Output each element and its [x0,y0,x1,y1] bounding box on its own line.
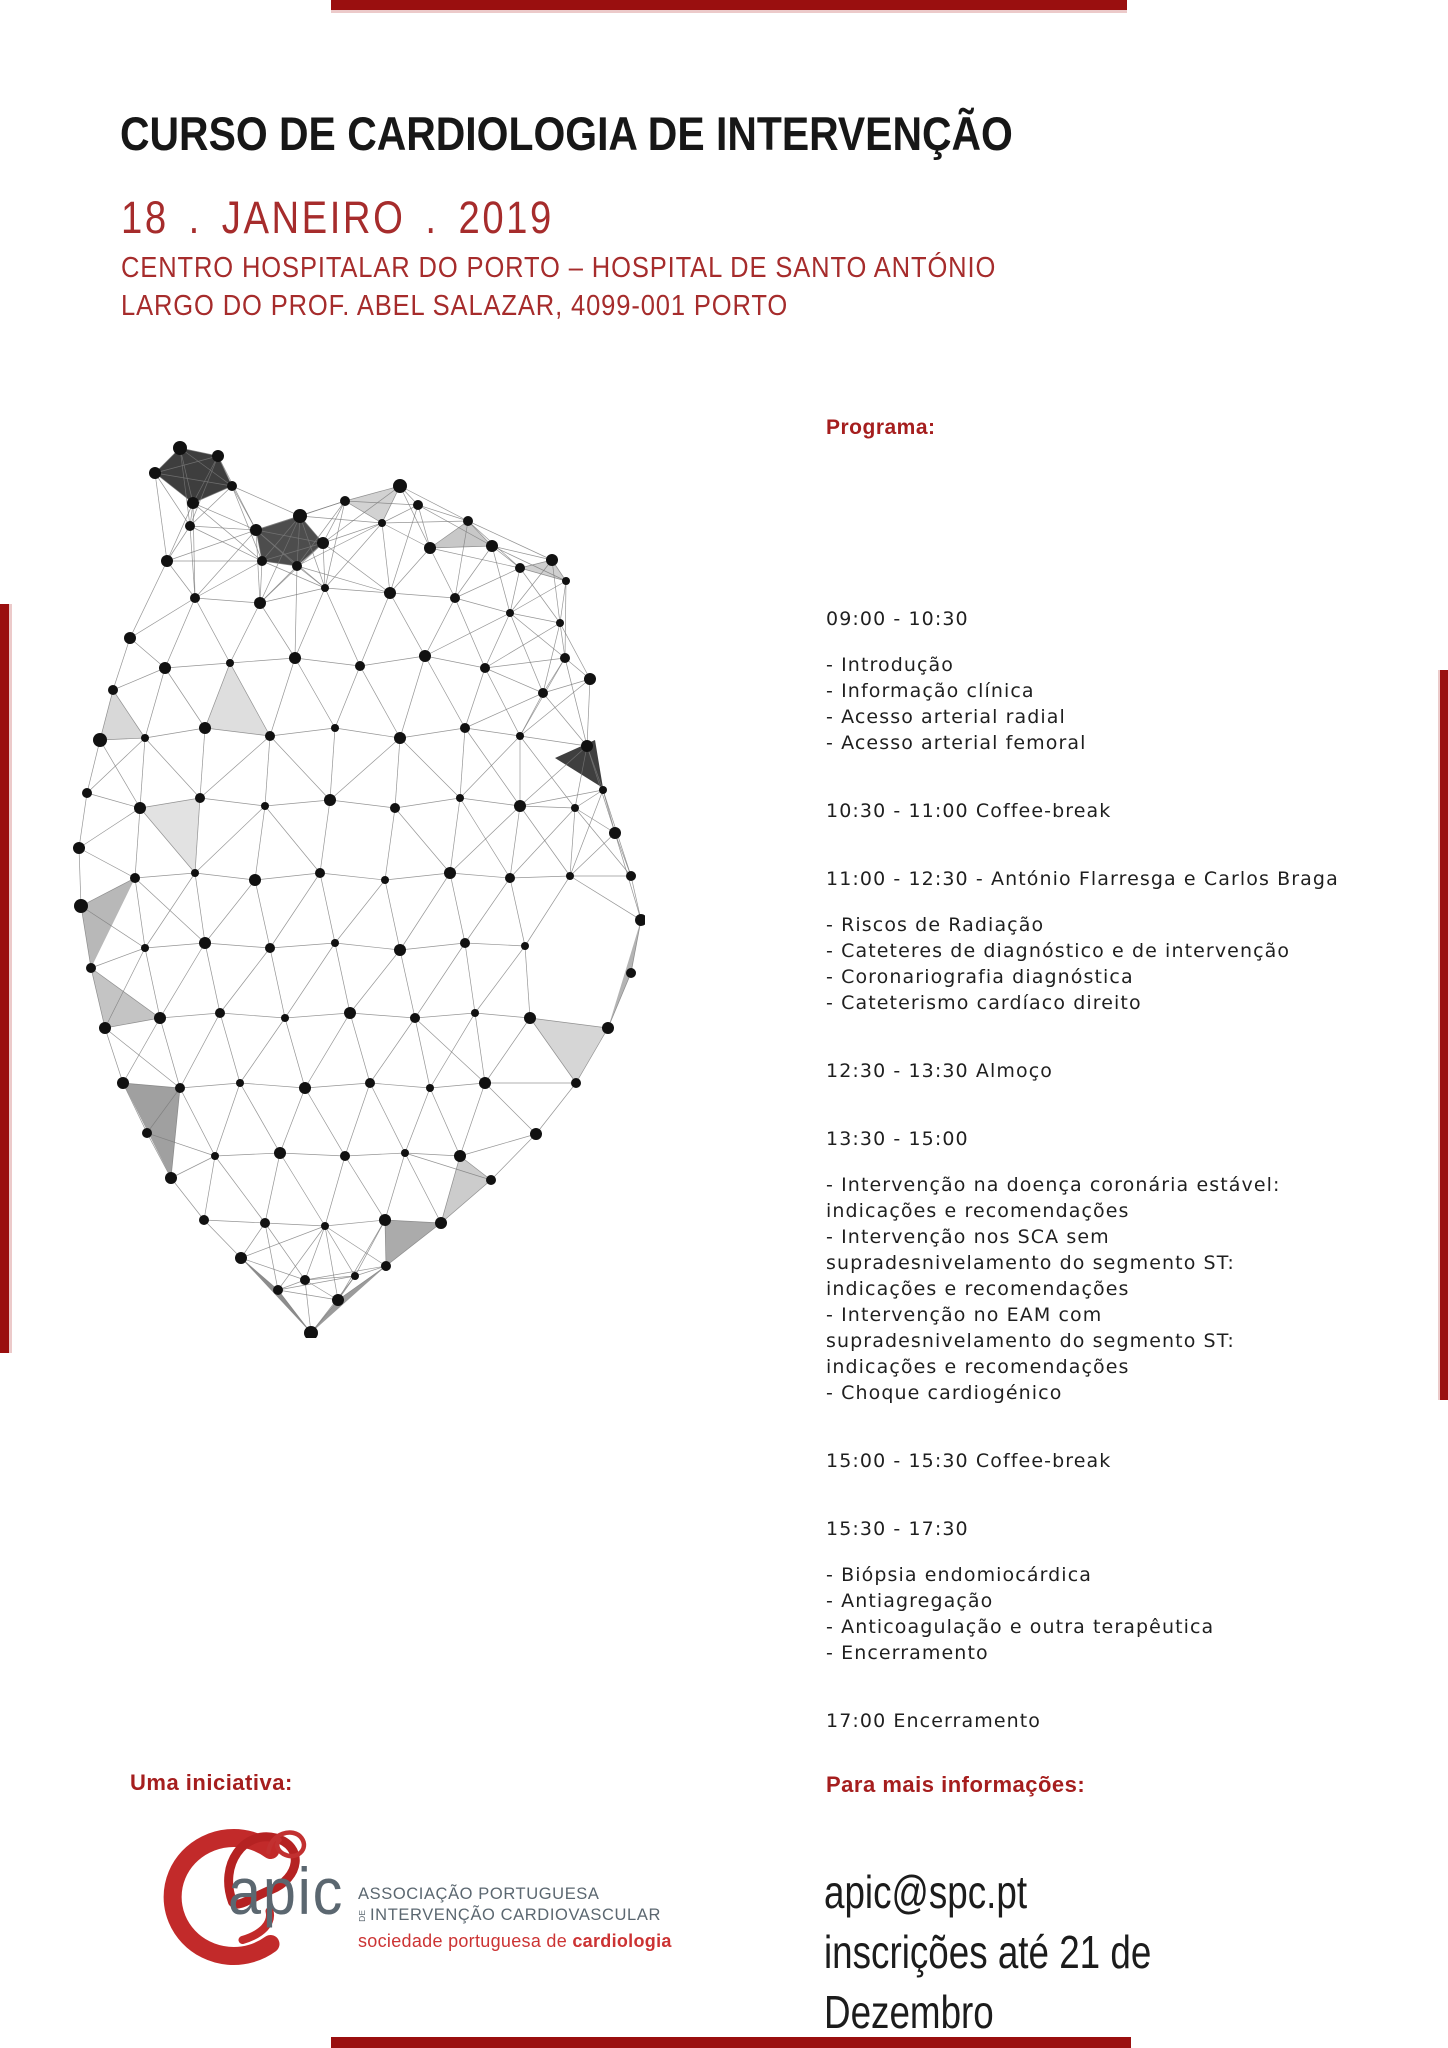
program-time: 13:30 - 15:00 [826,1128,969,1150]
program-item-line: - Antiagregação [826,1590,994,1612]
contact-email: apic@spc.pt [824,1866,1028,1918]
event-date: 18 . JANEIRO . 2019 [121,192,554,243]
registration-deadline: inscrições até 21 de Dezembro [824,1926,1152,2038]
program-item-line: - Anticoagulação e outra terapêutica [826,1616,1215,1638]
initiative-label: Uma iniciativa: [130,1770,293,1795]
apic-logo-text [358,1884,672,1952]
venue-line-2: LARGO DO PROF. ABEL SALAZAR, 4099-001 PORTO [121,290,789,322]
program-items [826,912,1401,1016]
program-item-line: - Introdução [826,654,955,676]
program-items [826,1172,1401,1406]
program-item-line: - Riscos de Radiação [826,914,1045,936]
program-items [826,652,1401,756]
logo-line-2: DE INTERVENÇÃO CARDIOVASCULAR [357,1906,661,1924]
page-title: CURSO DE CARDIOLOGIA DE INTERVENÇÃO [120,107,1013,160]
program-section [826,1058,1401,1084]
logo-line-3: sociedade portuguesa de cardiologia [358,1931,672,1951]
program-section [826,798,1401,824]
apic-logo-wordmark: apic [228,1854,345,1928]
program-item-line: - Informação clínica [826,680,1035,702]
program-section [826,1126,1401,1406]
program-section [826,866,1401,1016]
heart-network-illustration [55,428,645,1338]
program-item-line: - Encerramento [826,1642,989,1664]
program-section [826,1516,1401,1666]
program-time: 09:00 - 10:30 [826,608,969,630]
program-item-line: - Choque cardiogénico [826,1382,1063,1404]
program-item-line: - Intervenção no EAM com [826,1304,1103,1326]
program-item-line: indicações e recomendações [826,1200,1130,1222]
program-item-line: supradesnivelamento do segmento ST: [826,1252,1235,1274]
logo-line-1: ASSOCIAÇÃO PORTUGUESA [358,1885,600,1903]
program-time: 17:00 Encerramento [826,1710,1042,1732]
logo-de-vertical: DE [357,1910,367,1922]
program-item-line: - Biópsia endomiocárdica [826,1564,1092,1586]
program-items [826,1562,1401,1666]
program-time: 11:00 - 12:30 - António Flarresga e Carlos Braga [826,868,1339,890]
program-section [826,1448,1401,1474]
venue-line-1: CENTRO HOSPITALAR DO PORTO – HOSPITAL DE SANTO ANTÓNIO [121,252,997,284]
program-item-line: indicações e recomendações [826,1278,1130,1300]
info-label: Para mais informações: [826,1772,1086,1797]
program-time: 10:30 - 11:00 Coffee-break [826,800,1112,822]
top-red-bar [331,0,1127,13]
program-item-line: - Coronariografia diagnóstica [826,966,1134,988]
program-time: 15:30 - 17:30 [826,1518,969,1540]
program-item-line: - Intervenção nos SCA sem [826,1226,1110,1248]
program-section [826,1708,1401,1734]
program-item-line: - Intervenção na doença coronária estável: [826,1174,1281,1196]
program-time: 12:30 - 13:30 Almoço [826,1060,1053,1082]
program-item-line: indicações e recomendações [826,1356,1130,1378]
right-red-bar [1438,670,1448,1400]
program-item-line: supradesnivelamento do segmento ST: [826,1330,1235,1352]
program-section [826,606,1401,756]
contact-block [824,1862,1448,2042]
program-time: 15:00 - 15:30 Coffee-break [826,1450,1112,1472]
program-item-line: - Cateterismo cardíaco direito [826,992,1142,1014]
program-list [826,606,1401,1776]
program-item-line: - Cateteres de diagnóstico e de intervenção [826,940,1291,962]
program-item-line: - Acesso arterial radial [826,706,1066,728]
program-item-line: - Acesso arterial femoral [826,732,1087,754]
left-red-bar [0,604,12,1353]
program-heading: Programa: [826,416,936,439]
